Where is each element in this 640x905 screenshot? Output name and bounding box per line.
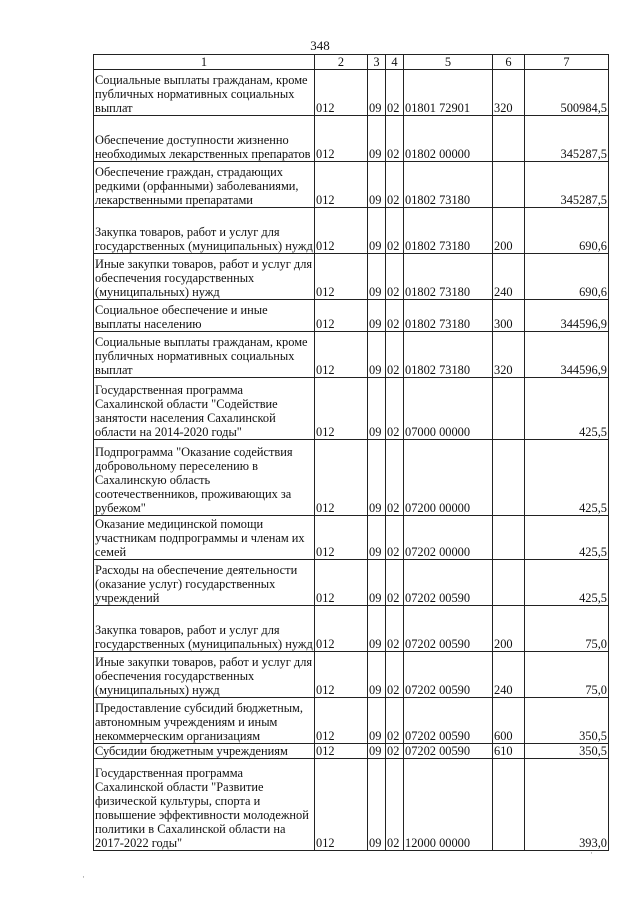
table-row — [94, 162, 609, 208]
subsection-code-cell: 02 — [386, 332, 404, 378]
amount-cell: 425,5 — [525, 440, 609, 516]
amount-cell: 350,5 — [525, 698, 609, 744]
expense-type-cell — [493, 116, 525, 162]
target-article-cell: 07202 00590 — [404, 698, 493, 744]
section-code-cell: 09 — [368, 560, 386, 606]
table-row — [94, 300, 609, 332]
subsection-code-cell: 02 — [386, 116, 404, 162]
expense-type-cell: 610 — [493, 744, 525, 759]
ministry-code-cell: 012 — [315, 606, 368, 652]
expense-type-cell: 300 — [493, 300, 525, 332]
amount-cell: 350,5 — [525, 744, 609, 759]
amount-cell: 425,5 — [525, 560, 609, 606]
column-header: 7 — [525, 55, 609, 70]
row-name-cell: Закупка товаров, работ и услуг для государственных (муниципальных) нужд — [94, 208, 315, 254]
subsection-code-cell: 02 — [386, 652, 404, 698]
target-article-cell: 07202 00590 — [404, 606, 493, 652]
amount-cell: 75,0 — [525, 652, 609, 698]
row-name-cell: Государственная программа Сахалинской области "Развитие физической культуры, спорта и повышение эффективности молодежной политики в Сахалинской области на 2017-2022 годы" — [94, 759, 315, 851]
amount-cell: 500984,5 — [525, 70, 609, 116]
amount-cell: 344596,9 — [525, 300, 609, 332]
amount-cell: 690,6 — [525, 208, 609, 254]
budget-table — [93, 54, 609, 851]
table-row — [94, 378, 609, 440]
column-header: 1 — [94, 55, 315, 70]
section-code-cell: 09 — [368, 652, 386, 698]
target-article-cell: 07202 00000 — [404, 516, 493, 560]
section-code-cell: 09 — [368, 116, 386, 162]
ministry-code-cell: 012 — [315, 332, 368, 378]
row-name-cell: Субсидии бюджетным учреждениям — [94, 744, 315, 759]
ministry-code-cell: 012 — [315, 440, 368, 516]
table-row — [94, 208, 609, 254]
subsection-code-cell: 02 — [386, 516, 404, 560]
section-code-cell: 09 — [368, 440, 386, 516]
target-article-cell: 07202 00590 — [404, 560, 493, 606]
table-row — [94, 116, 609, 162]
ministry-code-cell: 012 — [315, 300, 368, 332]
amount-cell: 75,0 — [525, 606, 609, 652]
row-name-cell: Расходы на обеспечение деятельности (оказание услуг) государственных учреждений — [94, 560, 315, 606]
ministry-code-cell: 012 — [315, 70, 368, 116]
ministry-code-cell: 012 — [315, 698, 368, 744]
target-article-cell: 01802 00000 — [404, 116, 493, 162]
target-article-cell: 12000 00000 — [404, 759, 493, 851]
expense-type-cell — [493, 759, 525, 851]
expense-type-cell: 200 — [493, 606, 525, 652]
target-article-cell: 01802 73180 — [404, 300, 493, 332]
row-name-cell: Государственная программа Сахалинской области "Содействие занятости населения Сахалинской области на 2014-2020 годы" — [94, 378, 315, 440]
section-code-cell: 09 — [368, 70, 386, 116]
amount-cell: 345287,5 — [525, 162, 609, 208]
row-name-cell: Социальные выплаты гражданам, кроме публичных нормативных социальных выплат — [94, 70, 315, 116]
amount-cell: 345287,5 — [525, 116, 609, 162]
table-row — [94, 698, 609, 744]
table-row — [94, 254, 609, 300]
table-row — [94, 440, 609, 516]
expense-type-cell: 320 — [493, 332, 525, 378]
row-name-cell: Иные закупки товаров, работ и услуг для обеспечения государственных (муниципальных) нужд — [94, 254, 315, 300]
subsection-code-cell: 02 — [386, 759, 404, 851]
section-code-cell: 09 — [368, 698, 386, 744]
column-header: 3 — [368, 55, 386, 70]
expense-type-cell: 240 — [493, 254, 525, 300]
ministry-code-cell: 012 — [315, 378, 368, 440]
section-code-cell: 09 — [368, 332, 386, 378]
row-name-cell: Иные закупки товаров, работ и услуг для обеспечения государственных (муниципальных) нужд — [94, 652, 315, 698]
row-name-cell: Обеспечение граждан, страдающих редкими (орфанными) заболеваниями, лекарственными препаратами — [94, 162, 315, 208]
expense-type-cell — [493, 162, 525, 208]
section-code-cell: 09 — [368, 208, 386, 254]
subsection-code-cell: 02 — [386, 254, 404, 300]
row-name-cell: Подпрограмма "Оказание содействия добровольному переселению в Сахалинскую область соотечественников, проживающих за рубежом" — [94, 440, 315, 516]
target-article-cell: 01802 73180 — [404, 208, 493, 254]
scan-speck: · — [82, 872, 85, 882]
column-header: 4 — [386, 55, 404, 70]
subsection-code-cell: 02 — [386, 440, 404, 516]
section-code-cell: 09 — [368, 606, 386, 652]
section-code-cell: 09 — [368, 300, 386, 332]
ministry-code-cell: 012 — [315, 208, 368, 254]
subsection-code-cell: 02 — [386, 378, 404, 440]
expense-type-cell — [493, 560, 525, 606]
subsection-code-cell: 02 — [386, 70, 404, 116]
ministry-code-cell: 012 — [315, 516, 368, 560]
scan-speck: · — [590, 848, 593, 858]
ministry-code-cell: 012 — [315, 652, 368, 698]
target-article-cell: 01802 73180 — [404, 254, 493, 300]
row-name-cell: Оказание медицинской помощи участникам подпрограммы и членам их семей — [94, 516, 315, 560]
row-name-cell: Социальное обеспечение и иные выплаты населению — [94, 300, 315, 332]
row-name-cell: Закупка товаров, работ и услуг для государственных (муниципальных) нужд — [94, 606, 315, 652]
subsection-code-cell: 02 — [386, 698, 404, 744]
column-header: 2 — [315, 55, 368, 70]
table-header-row — [94, 55, 609, 70]
target-article-cell: 07202 00590 — [404, 652, 493, 698]
section-code-cell: 09 — [368, 378, 386, 440]
ministry-code-cell: 012 — [315, 744, 368, 759]
column-header: 6 — [493, 55, 525, 70]
target-article-cell: 01801 72901 — [404, 70, 493, 116]
table-body — [94, 55, 609, 851]
section-code-cell: 09 — [368, 759, 386, 851]
amount-cell: 690,6 — [525, 254, 609, 300]
expense-type-cell: 600 — [493, 698, 525, 744]
expense-type-cell: 240 — [493, 652, 525, 698]
section-code-cell: 09 — [368, 744, 386, 759]
target-article-cell: 07202 00590 — [404, 744, 493, 759]
ministry-code-cell: 012 — [315, 759, 368, 851]
column-header: 5 — [404, 55, 493, 70]
table-row — [94, 516, 609, 560]
subsection-code-cell: 02 — [386, 560, 404, 606]
page-number: 348 — [310, 38, 330, 53]
ministry-code-cell: 012 — [315, 254, 368, 300]
subsection-code-cell: 02 — [386, 208, 404, 254]
target-article-cell: 07200 00000 — [404, 440, 493, 516]
expense-type-cell — [493, 440, 525, 516]
section-code-cell: 09 — [368, 516, 386, 560]
section-code-cell: 09 — [368, 254, 386, 300]
target-article-cell: 01802 73180 — [404, 332, 493, 378]
ministry-code-cell: 012 — [315, 116, 368, 162]
target-article-cell: 01802 73180 — [404, 162, 493, 208]
table-row — [94, 652, 609, 698]
row-name-cell: Предоставление субсидий бюджетным, автономным учреждениям и иным некоммерческим организациям — [94, 698, 315, 744]
amount-cell: 393,0 — [525, 759, 609, 851]
amount-cell: 425,5 — [525, 516, 609, 560]
subsection-code-cell: 02 — [386, 162, 404, 208]
subsection-code-cell: 02 — [386, 744, 404, 759]
table-row — [94, 744, 609, 759]
row-name-cell: Социальные выплаты гражданам, кроме публичных нормативных социальных выплат — [94, 332, 315, 378]
subsection-code-cell: 02 — [386, 606, 404, 652]
expense-type-cell: 320 — [493, 70, 525, 116]
table-row — [94, 759, 609, 851]
expense-type-cell: 200 — [493, 208, 525, 254]
table-row — [94, 606, 609, 652]
table-row — [94, 560, 609, 606]
expense-type-cell — [493, 516, 525, 560]
table-row — [94, 70, 609, 116]
ministry-code-cell: 012 — [315, 162, 368, 208]
amount-cell: 425,5 — [525, 378, 609, 440]
section-code-cell: 09 — [368, 162, 386, 208]
expense-type-cell — [493, 378, 525, 440]
amount-cell: 344596,9 — [525, 332, 609, 378]
row-name-cell: Обеспечение доступности жизненно необходимых лекарственных препаратов — [94, 116, 315, 162]
ministry-code-cell: 012 — [315, 560, 368, 606]
subsection-code-cell: 02 — [386, 300, 404, 332]
table-row — [94, 332, 609, 378]
target-article-cell: 07000 00000 — [404, 378, 493, 440]
